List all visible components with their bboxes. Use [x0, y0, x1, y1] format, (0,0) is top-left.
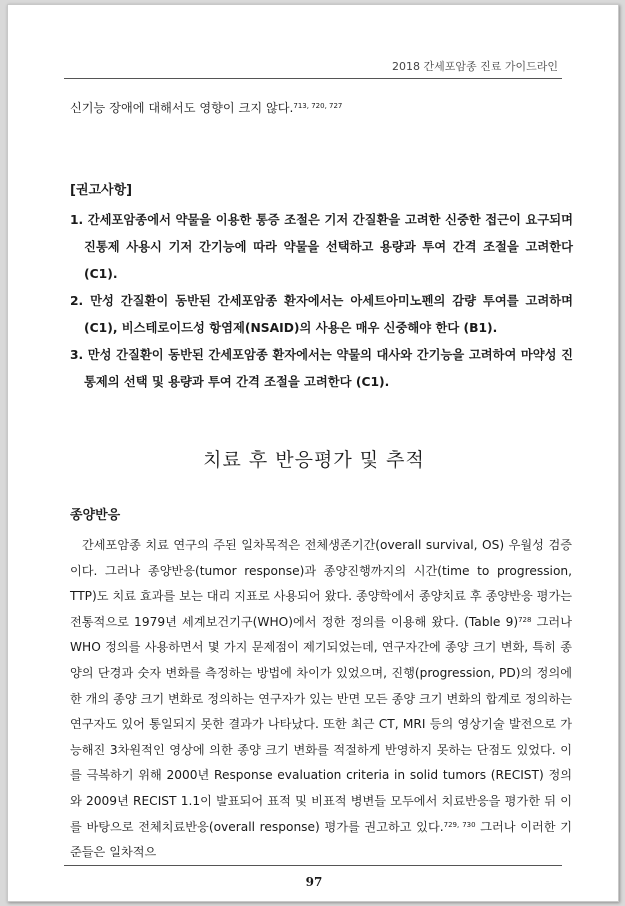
- page-number: 97: [305, 875, 323, 889]
- header-rule: [64, 78, 562, 79]
- citation-refs: 729, 730: [443, 820, 476, 829]
- recommendation-item: 2. 만성 간질환이 동반된 간세포암종 환자에서는 아세트아미노펜의 감량 투여를 고려하며 (C1), 비스테로이드성 항염제(NSAID)의 사용은 매우 신중해야 한다 (B1).: [70, 294, 573, 335]
- subsection-title: 종양반응: [70, 508, 121, 523]
- footer-rule: [64, 865, 562, 866]
- citation-refs: 713, 720, 727: [293, 102, 343, 110]
- recommendation-item: 1. 간세포암종에서 약물을 이용한 통증 조절은 기저 간질환을 고려한 신중한 접근이 요구되며 진통제 사용시 기저 간기능에 따라 약물을 선택하고 용량과 투여 간격 조절을 고려한다 (C1).: [70, 213, 573, 281]
- document-page: [7, 4, 619, 902]
- recommendations-title: [권고사항]: [70, 183, 133, 198]
- recommendation-item: 3. 만성 간질환이 동반된 간세포암종 환자에서는 약물의 대사와 간기능을 고려하여 마약성 진통제의 선택 및 용량과 투여 간격 조절을 고려한다 (C1).: [70, 348, 573, 389]
- section-title: 치료 후 반응평가 및 추적: [203, 449, 425, 471]
- running-header: 2018 간세포암종 진료 가이드라인: [392, 60, 558, 73]
- citation-refs: 728: [518, 615, 532, 624]
- intro-text: 신기능 장애에 대해서도 영향이 크지 않다.: [70, 101, 294, 115]
- body-text-part2: 그러나 WHO 정의를 사용하면서 몇 가지 문제점이 제기되었는데, 연구자간에 종양 크기 변화, 특히 종양의 단경과 숫자 변화를 측정하는 방법에 차이가 있었으며, 진행(progression, PD)의 정의에 한 개의 종양 크기 변화로 정의하는 연구자가 있는 반면 모든 종양 크기 변화의 합계로 정의하는 연구자도 있어 통일되지 못한 결과가 나타났다. 또한 최근 CT, MRI 등의 영상기술 발전으로 가능해진 3차원적인 영상에 의한 종양 크기 변화를 적절하게 반영하지 못하는 단점도 있었다. 이를 극복하기 위해 2000년 Response evaluation criteria in solid tumors (RECIST) 정의와 2009년 RECIST 1.1이 발표되어 표적 및 비표적 병변들 모두에서 치료반응을 평가한 뒤 이를 바탕으로 전체치료반응(overall response) 평가를 권고하고 있다.: [70, 614, 572, 834]
- recommendations-list: [70, 207, 573, 396]
- intro-paragraph: [70, 95, 572, 121]
- body-paragraph: [70, 533, 572, 866]
- body-text-part3: 그러나 이러한 기준들은 일차적으: [70, 819, 572, 860]
- body-text-part1: 간세포암종 치료 연구의 주된 일차목적은 전체생존기간(overall survival, OS) 우월성 검증이다. 그러나 종양반응(tumor response)과 종양진행까지의 시간(time to progression, TTP)도 치료 효과를 보는 대리 지표로 사용되어 왔다. 종양학에서 종양치료 후 종양반응 평가는 전통적으로 1979년 세계보건기구(WHO)에서 정한 정의를 이용해 왔다. (Table 9): [70, 538, 572, 629]
